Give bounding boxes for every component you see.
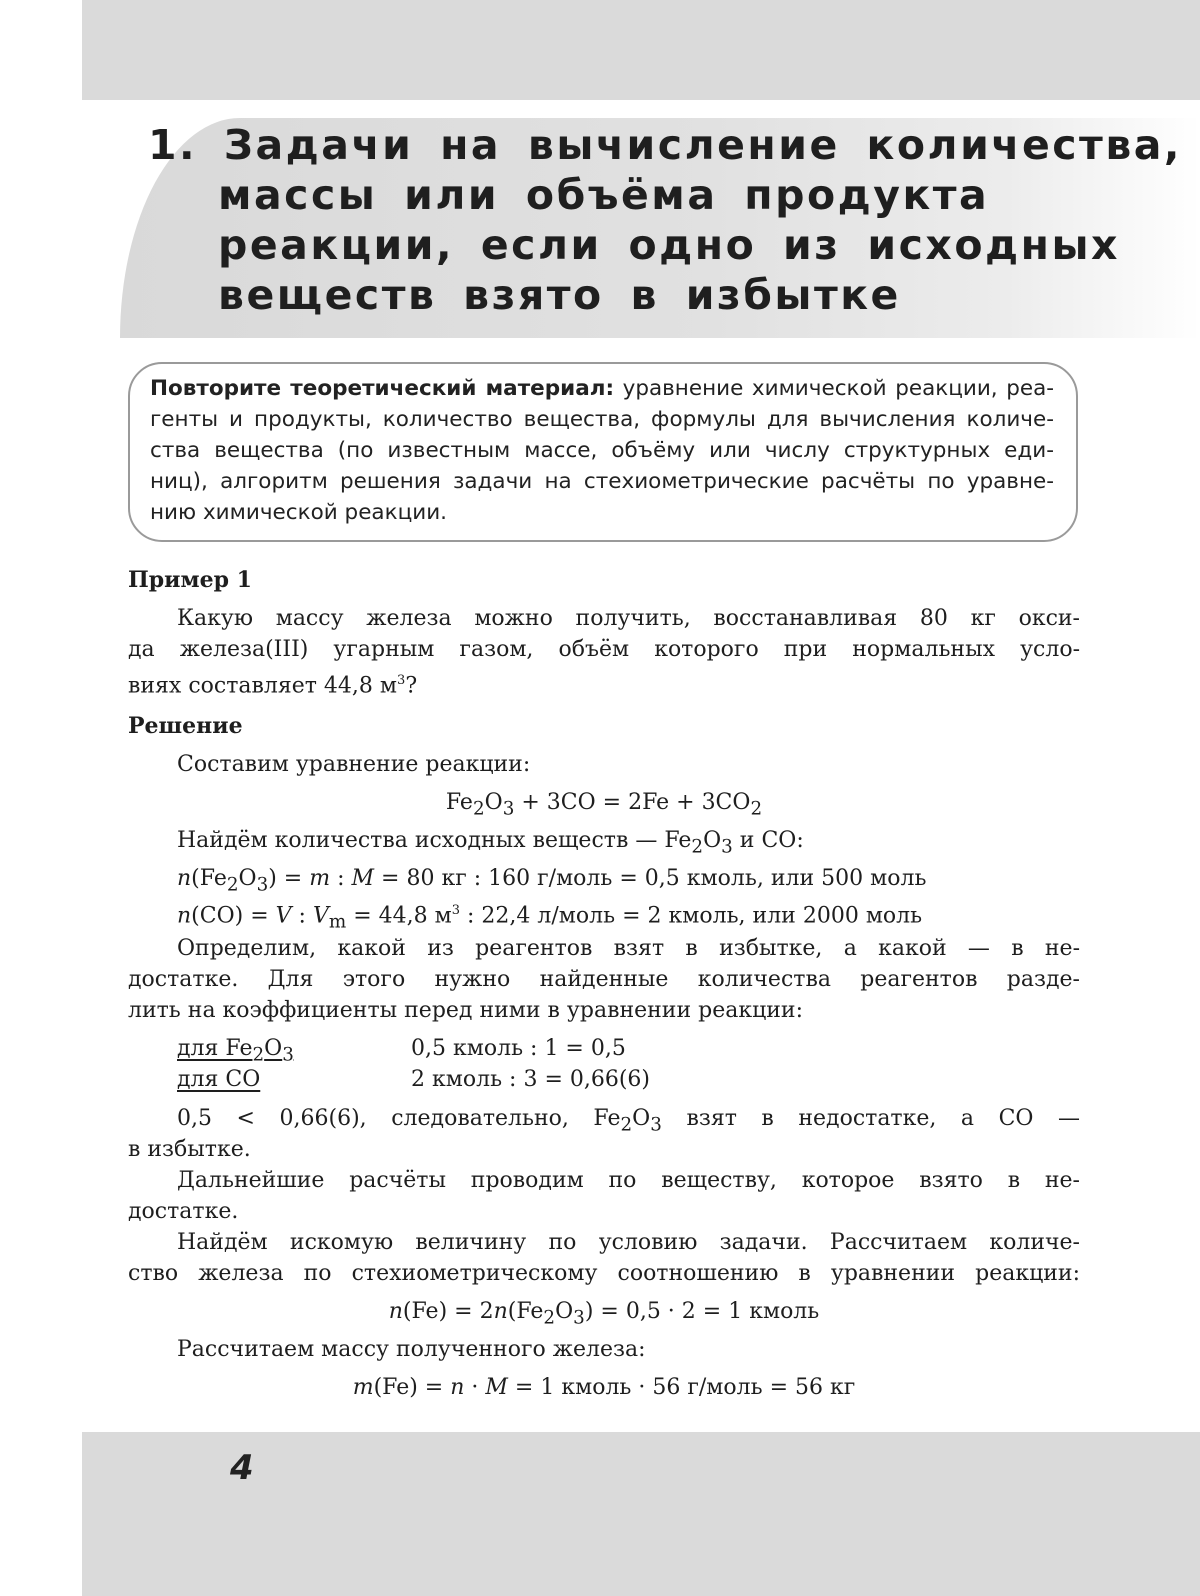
calc2-rest: = 44,8 м — [346, 903, 452, 929]
find-line-2: ство железа по стехиометрическому соотношению в уравнении реакции: — [128, 1261, 1080, 1286]
ratio-value-co: 2 кмоль : 3 = 0,66(6) — [411, 1067, 651, 1092]
conclusion-b: взят в недостатке, а CO — — [661, 1106, 1080, 1131]
mass-mid: · — [464, 1375, 486, 1400]
calc-n-fe2o3: $n(Fe_2O_3) = m$ : M = 80 кг : 160 г/моль = 0,5 кмоль, или 500 моль — [177, 866, 927, 896]
ratio-label-fe2o3-text: для Fe — [177, 1036, 253, 1061]
note-line-1-rest: уравнение химической реакции, реа- — [614, 376, 1054, 401]
step-3-line-1: Определим, какой из реагентов взят в избытке, а какой — в не- — [177, 936, 1080, 961]
ratio-value-fe2o3: 0,5 кмоль : 1 = 0,5 — [411, 1036, 626, 1061]
calc2-end: : 22,4 л/моль = 2 кмоль, или 2000 моль — [460, 903, 923, 929]
ratio-label-fe2o3: для $Fe_2O_3$ — [177, 1036, 294, 1066]
step-3-line-3: лить на коэффициенты перед ними в уравнении реакции: — [128, 998, 803, 1023]
calc2-head: (CO) = — [191, 903, 276, 929]
title-line-4: веществ взято в избытке — [218, 271, 901, 319]
conclusion-a: 0,5 < 0,66(6), следовательно, Fe — [177, 1106, 621, 1131]
reaction-equation: $Fe_2O_3 + 3CO = 2Fe + 3CO_2$ — [445, 790, 763, 820]
ratio-row-co — [128, 1064, 1080, 1095]
mass-head: (Fe) = — [373, 1375, 451, 1400]
problem-line-1: Какую массу железа можно получить, восстанавливая 80 кг окси- — [177, 606, 1080, 631]
problem-line-3-text: виях составляет 44,8 м — [128, 673, 398, 699]
n-fe-formula: $n(Fe) = 2n(Fe_2O_3) = 0,5 \cdot 2 = 1$ кмоль — [388, 1299, 820, 1329]
step-2-tail: и CO: — [732, 828, 804, 853]
example-heading: Пример 1 — [128, 567, 252, 593]
title-line-3: реакции, если одно из исходных — [218, 221, 1120, 269]
note-line-3: ства вещества (по известным массе, объёму или числу структурных еди- — [150, 438, 1054, 463]
solution-step-1: Составим уравнение реакции: — [177, 752, 531, 777]
note-line-2: генты и продукты, количество вещества, формулы для вычисления количе- — [150, 407, 1054, 432]
problem-line-3: виях составляет 44,8 $м^3$? — [128, 673, 418, 699]
note-line-1 — [150, 373, 1054, 404]
problem-end: ? — [405, 673, 418, 699]
solution-heading: Решение — [128, 713, 243, 739]
ratio-label-co: для CO — [177, 1067, 261, 1092]
page-number: 4 — [230, 1448, 254, 1488]
note-line-4: ниц), алгоритм решения задачи на стехиометрические расчёты по уравне- — [150, 469, 1054, 494]
conclusion-line-2: в избытке. — [128, 1137, 251, 1162]
further-line-1: Дальнейшие расчёты проводим по веществу, которое взято в не- — [177, 1168, 1080, 1193]
find-line-1: Найдём искомую величину по условию задачи. Рассчитаем количе- — [177, 1230, 1080, 1255]
calc1-rest: = 80 кг : 160 г/моль = 0,5 кмоль, или 500 моль — [374, 866, 927, 891]
mass-rest: = 1 кмоль · 56 г/моль = 56 кг — [507, 1375, 856, 1400]
problem-line-2: да железа(III) угарным газом, объём которого при нормальных усло- — [128, 637, 1080, 662]
calc1-tail: : — [330, 866, 352, 891]
nfe-mid: (Fe — [507, 1299, 544, 1324]
nfe-head: (Fe) = 2 — [402, 1299, 494, 1324]
calc-n-co: n(CO) = V : $V_m = 44,8$ $м^3$ : 22,4 л/моль = 2 кмоль, или 2000 моль — [177, 903, 923, 933]
section-title — [148, 120, 1183, 320]
calc2-mid: : — [291, 903, 313, 929]
conclusion-line-1: 0,5 < 0,66(6), следовательно, $Fe_2O_3$ взят в недостатке, а CO — — [177, 1106, 1080, 1136]
title-line-2: массы или объёма продукта — [218, 171, 990, 219]
top-margin-band — [82, 0, 1200, 100]
further-line-2: достатке. — [128, 1199, 239, 1224]
mass-intro: Рассчитаем массу полученного железа: — [177, 1337, 646, 1362]
solution-step-2: Найдём количества исходных веществ — $Fe_2O_3$ и CO: — [177, 828, 804, 858]
theory-note-box — [128, 362, 1078, 542]
nfe-rest: = 0,5 · 2 = 1 кмоль — [593, 1299, 820, 1324]
title-line-1: 1. Задачи на вычисление количества, — [148, 121, 1183, 169]
calc1-head: (Fe — [191, 866, 227, 891]
note-lead: Повторите теоретический материал: — [150, 376, 615, 401]
step-3-line-2: достатке. Для этого нужно найденные количества реагентов разде- — [128, 967, 1080, 992]
note-line-5: нию химической реакции. — [150, 500, 448, 525]
step-2-text: Найдём количества исходных веществ — Fe — [177, 828, 692, 853]
mass-formula: m(Fe) = n · M = 1 кмоль · 56 г/моль = 56 кг — [352, 1375, 856, 1400]
